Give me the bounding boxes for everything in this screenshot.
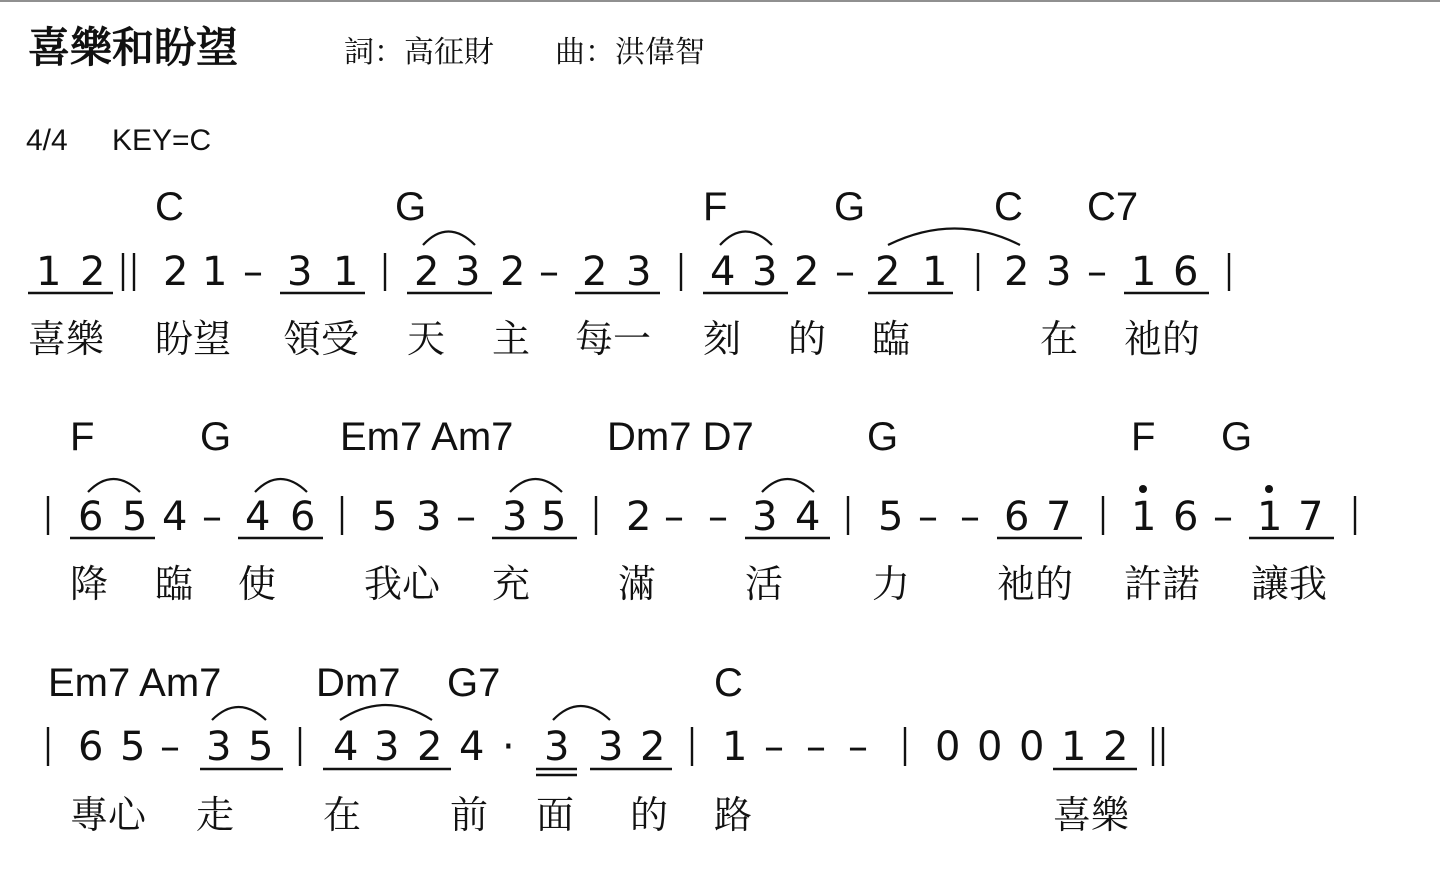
song-title: 喜樂和盼望 bbox=[28, 23, 239, 72]
note: 2 bbox=[417, 724, 443, 770]
slur bbox=[762, 479, 814, 492]
note: 1 bbox=[36, 249, 62, 295]
chord: C7 bbox=[1087, 185, 1139, 229]
dash: – bbox=[160, 724, 180, 770]
lyric: 喜樂 bbox=[1053, 793, 1130, 837]
note: 1 bbox=[1257, 494, 1283, 540]
dash: – bbox=[960, 494, 980, 540]
dash: – bbox=[806, 724, 826, 770]
dash: – bbox=[835, 249, 855, 295]
note: 2 bbox=[626, 494, 652, 540]
lyric: 面 bbox=[536, 793, 575, 837]
dash: – bbox=[456, 494, 476, 540]
note: 3 bbox=[544, 724, 570, 770]
note: 1 bbox=[202, 249, 228, 295]
dash: – bbox=[539, 249, 559, 295]
lyric: 每一 bbox=[575, 317, 652, 361]
note: 3 bbox=[502, 494, 528, 540]
chord: C bbox=[994, 185, 1023, 229]
lyric: 充 bbox=[492, 562, 531, 606]
dash: – bbox=[202, 494, 222, 540]
note: 5 bbox=[372, 494, 398, 540]
lyric: 走 bbox=[196, 793, 235, 837]
chord: F bbox=[1131, 415, 1156, 459]
note: 6 bbox=[1173, 494, 1199, 540]
note: 7 bbox=[1046, 494, 1072, 540]
note: 2 bbox=[875, 249, 901, 295]
octave-dot bbox=[1265, 485, 1273, 493]
lyric: 盼望 bbox=[155, 317, 232, 361]
note: 4 bbox=[333, 724, 359, 770]
lyric: 許諾 bbox=[1124, 562, 1201, 606]
slur bbox=[888, 229, 1020, 246]
note: 7 bbox=[1298, 494, 1324, 540]
lyric: 我心 bbox=[364, 562, 441, 606]
system-1 bbox=[28, 185, 1229, 361]
lyric: 臨 bbox=[155, 562, 194, 606]
note: 1 bbox=[922, 249, 948, 295]
note: 5 bbox=[541, 494, 567, 540]
slur bbox=[720, 232, 772, 246]
note: 5 bbox=[122, 494, 148, 540]
note: 4 bbox=[710, 249, 736, 295]
dash: – bbox=[918, 494, 938, 540]
lyric: 刻 bbox=[703, 317, 742, 361]
lyric: 滿 bbox=[618, 562, 657, 606]
augmentation-dot: · bbox=[502, 724, 515, 770]
note: 3 bbox=[374, 724, 400, 770]
chord: G7 bbox=[447, 661, 501, 705]
note: 6 bbox=[290, 494, 316, 540]
note: 3 bbox=[455, 249, 481, 295]
chord: G bbox=[834, 185, 866, 229]
chord: G bbox=[200, 415, 232, 459]
slur bbox=[212, 707, 266, 720]
slur bbox=[510, 479, 562, 492]
lyricist-credit: 詞：高征財 bbox=[344, 35, 494, 70]
note: 2 bbox=[582, 249, 608, 295]
lyric: 活 bbox=[745, 562, 784, 606]
lyric: 的 bbox=[788, 317, 827, 361]
note: 3 bbox=[598, 724, 624, 770]
lyric: 臨 bbox=[872, 317, 911, 361]
note: 1 bbox=[1131, 494, 1157, 540]
lyric: 使 bbox=[238, 562, 277, 606]
dash: – bbox=[243, 249, 263, 295]
lyric: 祂的 bbox=[997, 562, 1074, 606]
note: 2 bbox=[80, 249, 106, 295]
composer-credit: 曲：洪偉智 bbox=[555, 35, 705, 70]
note: 3 bbox=[752, 249, 778, 295]
lyric: 降 bbox=[70, 562, 109, 606]
note: 3 bbox=[287, 249, 313, 295]
chord: Dm7 D7 bbox=[607, 415, 754, 459]
lyric: 天 bbox=[407, 317, 446, 361]
chord: G bbox=[867, 415, 899, 459]
lyric: 喜樂 bbox=[28, 317, 105, 361]
dash: – bbox=[708, 494, 728, 540]
lyric: 力 bbox=[872, 562, 911, 606]
slur bbox=[340, 705, 432, 720]
chord: Dm7 bbox=[316, 661, 401, 705]
chord: C bbox=[155, 185, 184, 229]
note: 4 bbox=[162, 494, 188, 540]
lyric: 讓我 bbox=[1251, 562, 1328, 606]
note: 3 bbox=[416, 494, 442, 540]
lyric: 在 bbox=[323, 793, 362, 837]
note: 2 bbox=[640, 724, 666, 770]
octave-dot bbox=[1139, 485, 1147, 493]
lyric: 路 bbox=[714, 793, 753, 837]
note: 5 bbox=[120, 724, 146, 770]
lyric: 的 bbox=[630, 793, 669, 837]
lyric: 前 bbox=[450, 793, 489, 837]
system-2 bbox=[48, 415, 1355, 606]
slur bbox=[255, 479, 307, 492]
chord: Em7 Am7 bbox=[340, 415, 514, 459]
lyric: 祂的 bbox=[1124, 317, 1201, 361]
note: 0 bbox=[1019, 724, 1045, 770]
chord: F bbox=[703, 185, 728, 229]
note: 2 bbox=[794, 249, 820, 295]
note: 6 bbox=[1004, 494, 1030, 540]
note: 2 bbox=[414, 249, 440, 295]
key-signature: KEY=C bbox=[112, 124, 212, 157]
note: 0 bbox=[935, 724, 961, 770]
chord: G bbox=[395, 185, 427, 229]
chord: C bbox=[714, 661, 743, 705]
lyric: 主 bbox=[492, 317, 531, 361]
note: 6 bbox=[1173, 249, 1199, 295]
note: 3 bbox=[206, 724, 232, 770]
note: 3 bbox=[626, 249, 652, 295]
slur bbox=[88, 479, 140, 492]
slur bbox=[423, 232, 475, 246]
lyric: 領受 bbox=[283, 317, 360, 361]
note: 4 bbox=[245, 494, 271, 540]
note: 6 bbox=[78, 724, 104, 770]
dash: – bbox=[664, 494, 684, 540]
note: 6 bbox=[78, 494, 104, 540]
note: 2 bbox=[163, 249, 189, 295]
note: 5 bbox=[878, 494, 904, 540]
lyric: 專心 bbox=[70, 793, 147, 837]
time-signature: 4/4 bbox=[26, 124, 68, 157]
note: 2 bbox=[1103, 724, 1129, 770]
note: 3 bbox=[1046, 249, 1072, 295]
dash: – bbox=[848, 724, 868, 770]
dash: – bbox=[1213, 494, 1233, 540]
note: 1 bbox=[1131, 249, 1157, 295]
dash: – bbox=[1087, 249, 1107, 295]
note: 0 bbox=[977, 724, 1003, 770]
chord: Em7 Am7 bbox=[48, 661, 222, 705]
dash: – bbox=[764, 724, 784, 770]
note: 4 bbox=[795, 494, 821, 540]
note: 4 bbox=[459, 724, 485, 770]
slur bbox=[553, 706, 610, 720]
note: 2 bbox=[1004, 249, 1030, 295]
chord: F bbox=[70, 415, 95, 459]
note: 2 bbox=[500, 249, 526, 295]
lyric: 在 bbox=[1040, 317, 1079, 361]
system-3 bbox=[48, 661, 1163, 837]
note: 5 bbox=[248, 724, 274, 770]
note: 1 bbox=[1061, 724, 1087, 770]
chord: G bbox=[1221, 415, 1253, 459]
note: 1 bbox=[722, 724, 748, 770]
note: 1 bbox=[333, 249, 359, 295]
note: 3 bbox=[752, 494, 778, 540]
